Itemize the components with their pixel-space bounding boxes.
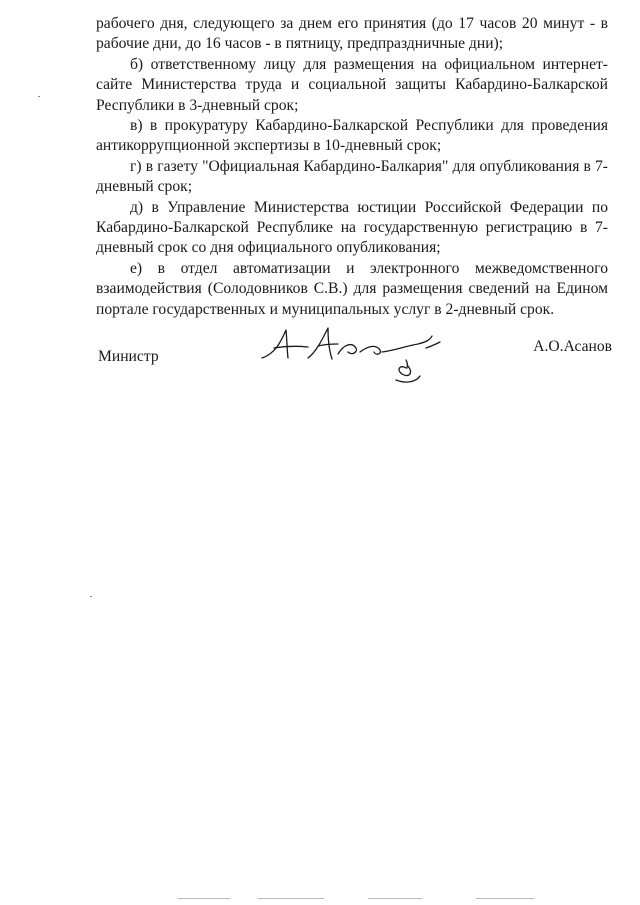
document-body (96, 14, 608, 320)
footer-rule (178, 898, 230, 899)
handwritten-signature (256, 322, 456, 388)
scan-mark (90, 596, 92, 597)
paragraph-item-d: д) в Управление Министерства юстиции Российской Федерации по Кабардино-Балкарской Республике на государственную регистрацию в 7-дневный срок со дня официального опубликования; (96, 198, 608, 257)
footer-rule (258, 898, 324, 899)
paragraph-item-v: в) в прокуратуру Кабардино-Балкарской Республики для проведения антикоррупционной экспертизы в 10-дневный срок; (96, 117, 608, 155)
paragraph-continuation: рабочего дня, следующего за днем его принятия (до 17 часов 20 минут - в рабочие дни, до 16 часов - в пятницу, предпраздничные дни); (96, 15, 608, 53)
paragraph-item-g: г) в газету "Официальная Кабардино-Балкария" для опубликования в 7-дневный срок; (96, 157, 608, 196)
signature-block (96, 328, 612, 388)
scan-mark (38, 96, 40, 97)
signatory-title: Министр (98, 348, 159, 365)
paragraph-item-b: б) ответственному лицу для размещения на официальном интернет-сайте Министерства труда и социальной защиты Кабардино-Балкарской Республики в 3-дневный срок; (96, 55, 608, 114)
footer-rule (476, 898, 534, 899)
signatory-name: А.О.Асанов (533, 338, 612, 355)
footer-rule (368, 898, 422, 899)
paragraph-item-e: е) в отдел автоматизации и электронного межведомственного взаимодействия (Солодовников С.В.) для размещения сведений на Едином портале государственных и муниципальных услуг в 2-дневный срок. (96, 259, 608, 318)
